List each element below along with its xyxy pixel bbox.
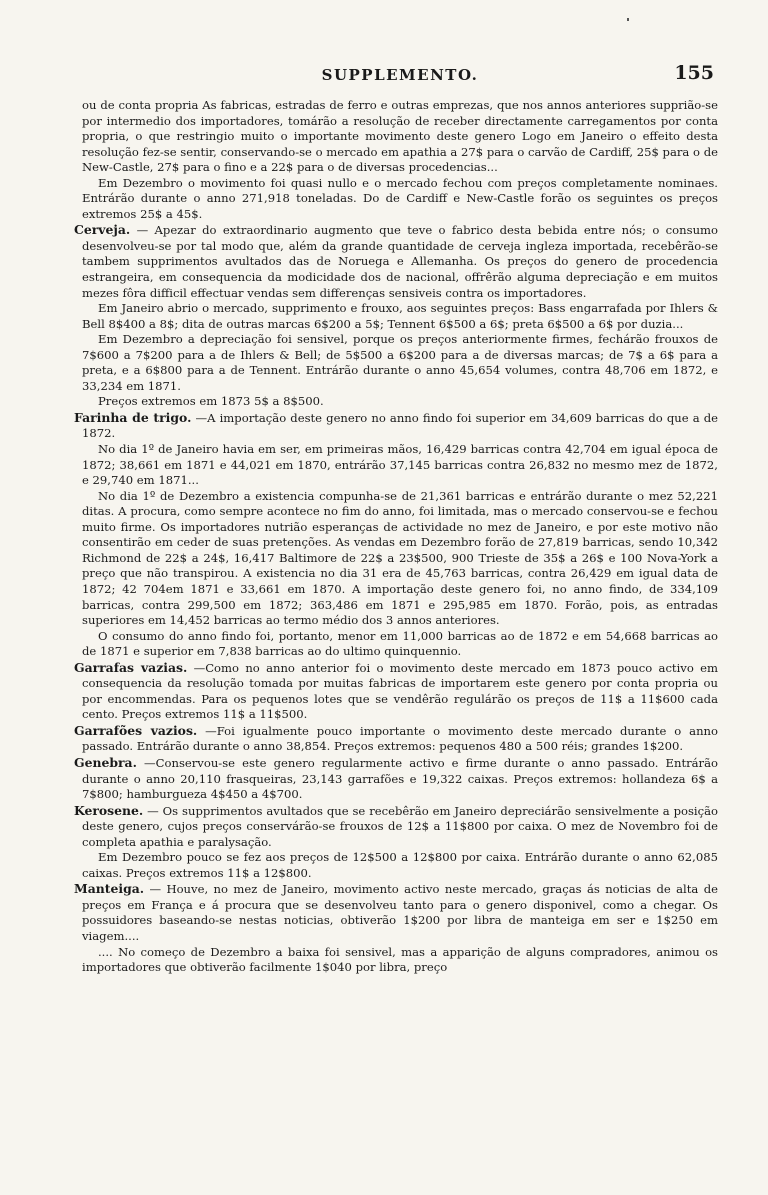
entry-farinha-de-trigo xyxy=(74,409,719,660)
page-header xyxy=(82,62,718,92)
entry-heading: Manteiga. xyxy=(74,881,145,897)
entry-garrafas-vazias xyxy=(74,659,718,723)
intro-paragraph-1: ou de conta propria As fabricas, estradas de ferro e outras emprezas, que nos annos anteriores supprião-se por intermedio dos importadores, tomárão a resolução de receber directamente carregamentos por conta propria, o que restringio muito o importante movimento deste genero Logo em Janeiro o effeito desta resolução fez-se sentir, conservando-se o mercado em apathia a 27$ para o carvão de Cardiff, 25$ para o de New-Castle, 27$ para o fino e a 22$ para o de diversas procedencias... xyxy=(82,98,718,175)
entry-heading: Kerosene. xyxy=(74,802,144,818)
entry-paragraph: .... No começo de Dezembro a baixa foi sensivel, mas a apparição de alguns compradores, animou os importadores que obtiverão facilmente 1$040 por libra, preço xyxy=(82,944,718,975)
entry-paragraph: No dia 1º de Dezembro a existencia compunha-se de 21,361 barricas e entrárão durante o mez 52,221 ditas. A procura, como sempre acontece no fim do anno, foi limitada, mas o mercado conservou-se e fechou muito firme. Os importadores nutrião esperanças de actividade no mez de Janeiro, e por este motivo não consentirão em ceder de suas pretenções. As vendas em Dezembro forão de 27,819 barricas, sendo 10,342 Richmond de 22$ a 24$, 16,417 Baltimore de 22$ a 23$500, 900 Trieste de 35$ a 26$ e 100 Nova-York a preço que não transpirou. A existencia no dia 31 era de 45,763 barricas, contra 26,429 em igual data de 1872; 42 704em 1871 e 33,661 em 1870. A importação deste genero foi, no anno findo, de 334,109 barricas, contra 299,500 em 1872; 363,486 em 1871 e 295,985 em 1870. Forão, pois, as entradas superiores em 14,452 barricas ao termo médio dos 3 annos anteriores. xyxy=(82,488,718,628)
entry-garrafoes-vazios xyxy=(74,722,718,755)
entry-cerveja xyxy=(74,222,719,410)
entry-heading: Cerveja. xyxy=(74,222,131,238)
entry-paragraph: O consumo do anno findo foi, portanto, menor em 11,000 barricas ao de 1872 e em 54,668 barricas ao de 1871 e superior em 7,838 barricas ao do ultimo quinquennio. xyxy=(82,628,718,659)
ink-speck xyxy=(627,18,629,21)
entry-heading: Garrafões vazios. xyxy=(74,722,198,738)
entry-text: —Foi igualmente pouco importante o movimento deste mercado durante o anno passado. Entrárão durante o anno 38,854. Preços extremos: pequenos 480 a 500 réis; grandes 1$200. xyxy=(82,723,718,754)
entry-text: —Conservou-se este genero regularmente activo e firme durante o anno passado. Entrárão durante o anno 20,110 frasqueiras, 23,143 garrafões e 19,322 caixas. Preços extremos: hollandeza 6$ a 7$800; hamburgueza 4$450 a 4$700. xyxy=(82,755,718,802)
entry-paragraph: Em Dezembro a depreciação foi sensivel, porque os preços anteriormente firmes, fechárão frouxos de 7$600 a 7$200 para a de Ihlers & Bell; de 5$500 a 6$200 para a de diversas marcas; de 7$ a 6$ para a preta, e a 6$800 para a de Tennent. Entrárão durante o anno 45,654 volumes, contra 48,706 em 1872, e 33,234 em 1871. xyxy=(82,332,718,393)
entry-genebra xyxy=(74,754,718,803)
entry-manteiga xyxy=(74,881,719,975)
entry-text: — Os supprimentos avultados que se recebêrão em Janeiro depreciárão sensivelmente a posição deste genero, cujos preços conservárão-se frouxos de 12$ a 11$800 por caixa. O mez de Novembro foi de completa apathia e paralysação. xyxy=(82,803,719,849)
entry-heading: Garrafas vazias. xyxy=(74,659,188,675)
entry-heading: Genebra. xyxy=(74,754,137,770)
entry-kerosene xyxy=(74,802,719,882)
entry-paragraph: Preços extremos em 1873 5$ a 8$500. xyxy=(98,394,324,409)
entry-text: —A importação deste genero no anno findo foi superior em 34,609 barricas do que a de 1872. xyxy=(82,410,719,441)
body-text xyxy=(74,98,719,976)
page-number: 155 xyxy=(674,62,714,84)
entry-heading: Farinha de trigo. xyxy=(74,409,192,425)
entry-paragraph: Em Janeiro abrio o mercado, supprimento e frouxo, aos seguintes preços: Bass engarrafada por Ihlers & Bell 8$400 a 8$; dita de outras marcas 6$200 a 5$; Tennent 6$500 a 6$; preta 6$500 a 6$ por duzia... xyxy=(82,301,718,331)
running-title: SUPPLEMENTO. xyxy=(321,66,479,84)
entry-text: —Como no anno anterior foi o movimento deste mercado em 1873 pouco activo em consequencia da resolução tomada por muitas fabricas de importarem este genero por conta propria ou por encommendas. Para os pequenos lotes que se vendêrão regulárão os preços de 11$ a 11$600 cada cento. Preços extremos 11$ a 11$500. xyxy=(82,660,718,722)
intro-paragraph-2: Em Dezembro o movimento foi quasi nullo e o mercado fechou com preços completamente nominaes. Entrárão durante o anno 271,918 toneladas. Do de Cardiff e New-Castle forão os seguintes os preços extremos 25$ a 45$. xyxy=(82,175,718,221)
entry-paragraph: No dia 1º de Janeiro havia em ser, em primeiras mãos, 16,429 barricas contra 42,704 em igual época de 1872; 38,661 em 1871 e 44,021 em 1870, entrárão 37,145 barricas contra 26,832 no mesmo mez de 1872, e 29,740 em 1871... xyxy=(82,442,718,488)
entry-paragraph: Em Dezembro pouco se fez aos preços de 12$500 a 12$800 por caixa. Entrárão durante o anno 62,085 caixas. Preços extremos 11$ a 12$800. xyxy=(82,850,718,880)
entry-text: — Houve, no mez de Janeiro, movimento activo neste mercado, graças ás noticias de alta de preços em França e á procura que se desenvolveu tanto para o genero disponivel, como a chegar. Os possuidores baseando-se nestas noticias, obtiverão 1$200 por libra de manteiga em ser e 1$250 em viagem.... xyxy=(82,882,719,943)
entry-text: — Apezar do extraordinario augmento que teve o fabrico desta bebida entre nós; o consumo desenvolveu-se por tal modo que, além da grande quantidade de cerveja ingleza importada, recebêrão-se tambem supprimentos avultados das de Noruega e Allemanha. Os preços do genero de procedencia estrangeira, em consequencia da modicidade dos de nacional, offrêrão alguma depreciação e em muitos mezes fôra difficil effectuar vendas sem differenças sensiveis contra os importadores. xyxy=(82,223,719,300)
